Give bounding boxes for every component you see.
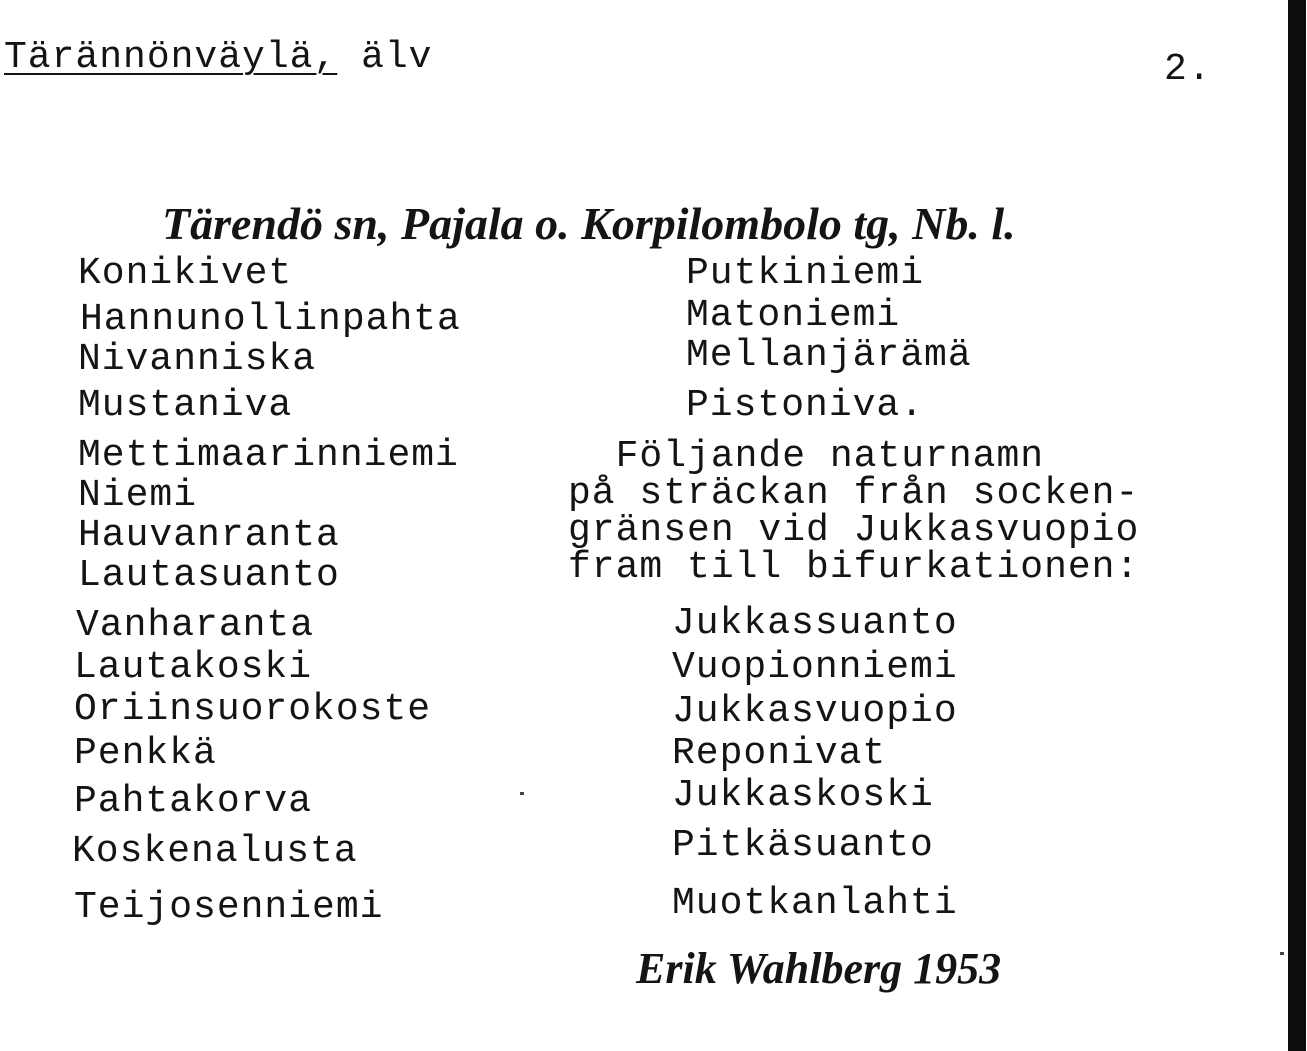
list-item: Pahtakorva: [74, 780, 313, 823]
note-line: gränsen vid Jukkasvuopio: [568, 509, 1140, 552]
list-item: Putkiniemi: [686, 252, 925, 295]
river-type: älv: [361, 36, 433, 79]
river-name: Tärännönväylä,: [4, 36, 338, 79]
note-line: Följande naturnamn: [568, 435, 1045, 478]
signature: Erik Wahlberg 1953: [636, 944, 1002, 993]
list-item: Mustaniva: [78, 384, 293, 427]
list-item: Konikivet: [78, 252, 293, 295]
list-item: Matoniemi: [686, 294, 901, 337]
list-item: Jukkaskoski: [672, 774, 934, 817]
list-item: Muotkanlahti: [672, 882, 958, 925]
list-item: Pitkäsuanto: [672, 824, 934, 867]
list-item: Lautakoski: [74, 646, 313, 689]
list-item: Vanharanta: [76, 604, 315, 647]
card-title: [4, 38, 433, 78]
list-item: Teijosenniemi: [74, 886, 384, 929]
list-item: Mellanjärämä: [686, 334, 972, 377]
list-item: Koskenalusta: [72, 830, 358, 873]
card-number: 2.: [1164, 48, 1212, 91]
scan-speck: [1280, 952, 1284, 955]
list-item: Penkkä: [74, 732, 217, 775]
list-item: Vuopionniemi: [672, 646, 958, 689]
list-item: Jukkassuanto: [672, 602, 958, 645]
list-item: Nivanniska: [78, 338, 317, 381]
list-item: Oriinsuorokoste: [74, 688, 432, 731]
scan-speck: [520, 792, 524, 795]
list-item: Lautasuanto: [78, 554, 340, 597]
location-heading: Tärendö sn, Pajala o. Korpilombolo tg, Nb. l.: [162, 198, 1016, 249]
note-line: på sträckan från socken-: [568, 472, 1140, 515]
card-edge-border: [1288, 0, 1306, 1051]
list-item: Niemi: [78, 474, 198, 517]
list-item: Pistoniva.: [686, 384, 925, 427]
list-item: Reponivat: [672, 732, 887, 775]
list-item: Mettimaarinniemi: [78, 434, 459, 477]
note-line: fram till bifurkationen:: [568, 546, 1140, 589]
list-item: Hannunollinpahta: [80, 298, 461, 341]
list-item: Hauvanranta: [78, 514, 340, 557]
note-paragraph: [568, 435, 1140, 589]
list-item: Jukkasvuopio: [672, 690, 958, 733]
